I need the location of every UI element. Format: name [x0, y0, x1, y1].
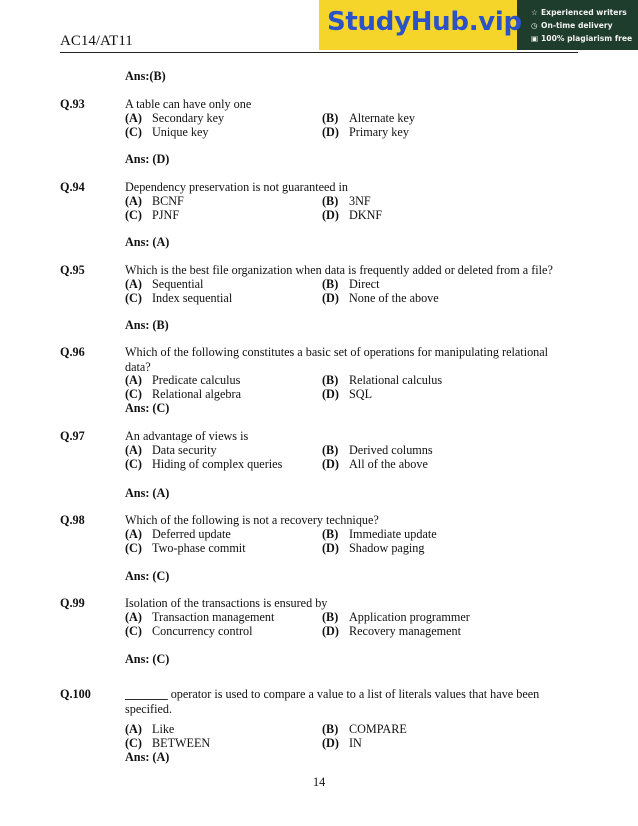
banner-feature [531, 21, 613, 30]
option: (D) Primary key [322, 125, 409, 139]
question-text-body: operator is used to compare a value to a list of literals values that have been specified. [125, 687, 540, 716]
question-number: Q.94 [60, 180, 85, 194]
option: (B) COMPARE [322, 722, 407, 736]
question-text: Dependency preservation is not guaranteed in [125, 180, 349, 194]
banner-logo[interactable]: StudyHub.vip [327, 7, 522, 37]
option: (C) PJNF [125, 208, 180, 222]
option: (C) Hiding of complex queries [125, 457, 283, 471]
answer-line: Ans: (A) [125, 750, 170, 764]
option: (C) Index sequential [125, 291, 233, 305]
question-text: Which of the following is not a recovery technique? [125, 513, 379, 527]
answer-line: Ans: (B) [125, 318, 169, 332]
question-number: Q.96 [60, 345, 85, 359]
header-rule [60, 52, 578, 53]
clock-icon: ◷ [531, 21, 538, 30]
option: (B) 3NF [322, 194, 371, 208]
option: (C) Relational algebra [125, 387, 241, 401]
option: (B) Relational calculus [322, 373, 443, 387]
option: (A) Secondary key [125, 111, 225, 125]
banner-feature-text: On-time delivery [541, 21, 613, 30]
answer-line: Ans:(B) [125, 69, 166, 83]
option: (D) All of the above [322, 457, 428, 471]
studyhub-banner[interactable] [319, 0, 638, 50]
option: (B) Derived columns [322, 443, 433, 457]
answer-line: Ans: (C) [125, 401, 170, 415]
option: (D) IN [322, 736, 362, 750]
banner-feature [531, 34, 632, 43]
question-text: Which of the following constitutes a basic set of operations for manipulating relational data? [125, 345, 549, 374]
question-number: Q.95 [60, 263, 85, 277]
option: (A) Predicate calculus [125, 373, 241, 387]
option: (A) Data security [125, 443, 217, 457]
question-text: Which is the best file organization when data is frequently added or deleted from a file? [125, 263, 553, 277]
answer-line: Ans: (A) [125, 235, 170, 249]
option: (C) BETWEEN [125, 736, 211, 750]
answer-line: Ans: (C) [125, 652, 170, 666]
option: (D) DKNF [322, 208, 383, 222]
option: (C) Unique key [125, 125, 209, 139]
question-text: A table can have only one [125, 97, 252, 111]
option: (D) SQL [322, 387, 373, 401]
page-number: 14 [313, 775, 326, 789]
page-header-title: AC14/AT11 [60, 33, 133, 49]
document-check-icon: ▣ [531, 34, 539, 43]
option: (B) Direct [322, 277, 380, 291]
question-text: Isolation of the transactions is ensured by [125, 596, 328, 610]
question-text [125, 687, 575, 716]
option: (D) Shadow paging [322, 541, 425, 555]
option: (B) Application programmer [322, 610, 470, 624]
question-number: Q.99 [60, 596, 85, 610]
option: (D) None of the above [322, 291, 439, 305]
banner-feature-text: 100% plagiarism free [541, 34, 633, 43]
question-text: An advantage of views is [125, 429, 249, 443]
option: (A) Sequential [125, 277, 204, 291]
option: (A) Deferred update [125, 527, 231, 541]
option: (A) Like [125, 722, 175, 736]
banner-feature [531, 8, 627, 17]
question-blank: _______ [125, 687, 168, 701]
option: (B) Immediate update [322, 527, 437, 541]
option: (A) Transaction management [125, 610, 275, 624]
question-number: Q.100 [60, 687, 91, 701]
answer-line: Ans: (A) [125, 486, 170, 500]
option: (B) Alternate key [322, 111, 415, 125]
banner-feature-text: Experienced writers [541, 8, 627, 17]
option: (D) Recovery management [322, 624, 462, 638]
question-number: Q.93 [60, 97, 85, 111]
answer-line: Ans: (C) [125, 569, 170, 583]
star-icon: ☆ [531, 8, 538, 17]
question-number: Q.97 [60, 429, 85, 443]
answer-line: Ans: (D) [125, 152, 170, 166]
option: (C) Concurrency control [125, 624, 253, 638]
question-number: Q.98 [60, 513, 85, 527]
option: (C) Two-phase commit [125, 541, 246, 555]
option: (A) BCNF [125, 194, 184, 208]
